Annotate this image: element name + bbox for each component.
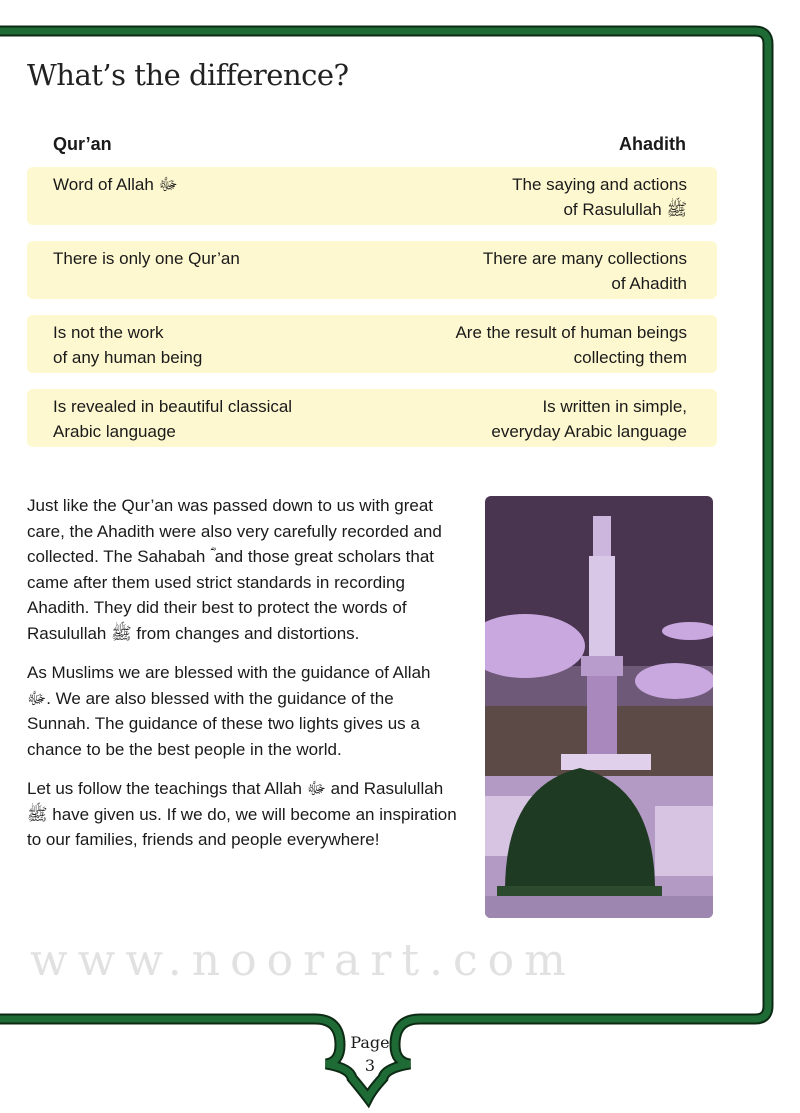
column-header-ahadith: Ahadith — [619, 134, 686, 154]
paragraph-3: Let us follow the teachings that Allah ﷻ and Rasulullah ﷺ have given us. If we do, we will become an inspiration to our families, friends and people everywhere! — [27, 779, 457, 849]
paragraph-2: As Muslims we are blessed with the guidance of Allah ﷻ. We are also blessed with the guidance of the Sunnah. The guidance of these two lights gives us a chance to be the best people in the world. — [27, 663, 431, 759]
watermark: www.noorart.com — [30, 935, 576, 986]
paragraph-1: Just like the Qur’an was passed down to us with great care, the Ahadith were also very carefully recorded and collected. The Sahabah ؓ and those great scholars that came after them used strict standards in recording Ahadith. They did their best to protect the words of Rasulullah ﷺ from changes and distortions. — [27, 496, 442, 643]
quran-cell: Is not the work of any human being — [53, 323, 203, 367]
body-text — [27, 493, 457, 853]
comparison-row — [27, 389, 717, 447]
mosque-illustration — [485, 496, 713, 918]
ahadith-cell: Is written in simple, everyday Arabic language — [491, 397, 687, 441]
comparison-row — [27, 241, 717, 299]
page-title: What’s the difference? — [27, 58, 349, 92]
ahadith-cell: There are many collections of Ahadith — [482, 249, 687, 293]
quran-cell: Is revealed in beautiful classical Arabic language — [53, 397, 293, 441]
page-number: 3 — [364, 1056, 376, 1075]
quran-cell: Word of Allah ﷻ — [53, 175, 178, 194]
ahadith-cell: Are the result of human beings collecting them — [455, 323, 687, 367]
ahadith-cell: The saying and actions of Rasulullah ﷺ — [512, 175, 687, 219]
comparison-row — [27, 167, 717, 225]
page-label: Page — [350, 1033, 390, 1052]
column-header-quran: Qur’an — [53, 134, 112, 154]
quran-cell: There is only one Qur’an — [53, 249, 240, 268]
comparison-row — [27, 315, 717, 373]
